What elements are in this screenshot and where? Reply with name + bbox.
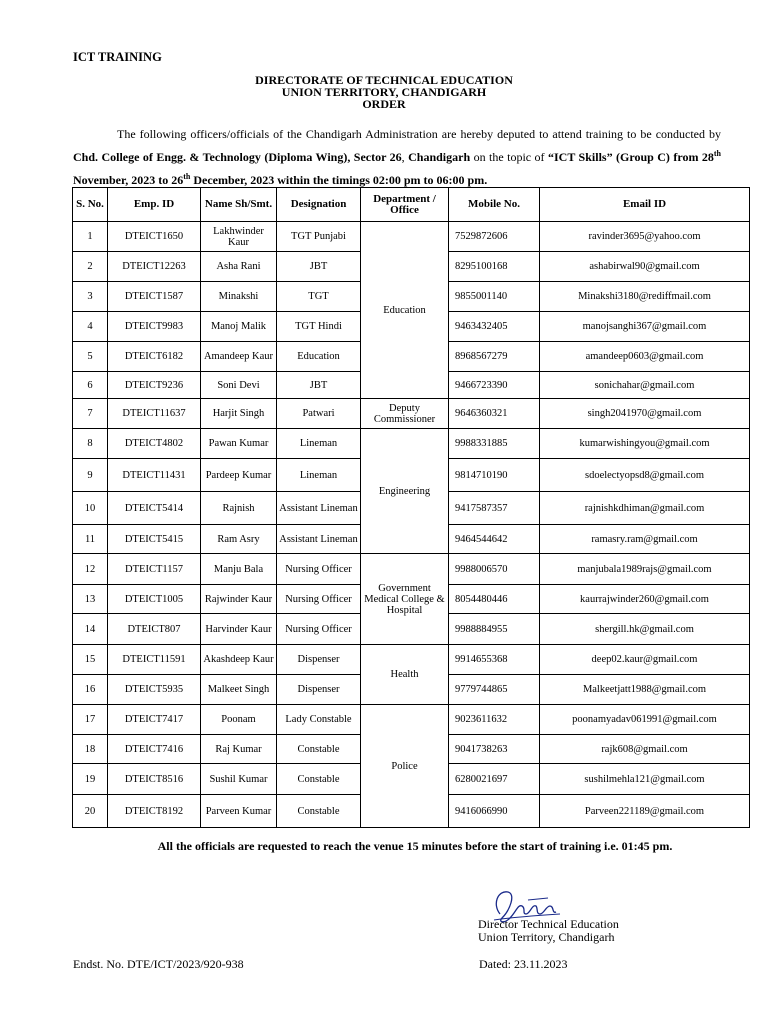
- cell-email: Minakshi3180@rediffmail.com: [540, 282, 750, 312]
- header-designation: Designation: [277, 188, 361, 222]
- cell-designation: Lineman: [277, 459, 361, 492]
- cell-department: Police: [361, 705, 449, 828]
- cell-emp-id: DTEICT11591: [108, 645, 201, 675]
- header-emp-id: Emp. ID: [108, 188, 201, 222]
- cell-mobile: 8968567279: [449, 342, 540, 372]
- cell-email: amandeep0603@gmail.com: [540, 342, 750, 372]
- cell-emp-id: DTEICT6182: [108, 342, 201, 372]
- cell-sno: 9: [73, 459, 108, 492]
- cell-emp-id: DTEICT11431: [108, 459, 201, 492]
- cell-designation: Nursing Officer: [277, 585, 361, 614]
- signatory-office: Union Territory, Chandigarh: [478, 930, 615, 944]
- cell-emp-id: DTEICT5414: [108, 492, 201, 525]
- cell-email: sdoelectyopsd8@gmail.com: [540, 459, 750, 492]
- order-title: ORDER: [362, 97, 406, 111]
- cell-mobile: 9988006570: [449, 554, 540, 585]
- cell-emp-id: DTEICT12263: [108, 252, 201, 282]
- table-header-row: [73, 188, 750, 222]
- cell-email: rajnishkdhiman@gmail.com: [540, 492, 750, 525]
- cell-emp-id: DTEICT8192: [108, 795, 201, 828]
- cell-name: Parveen Kumar: [201, 795, 277, 828]
- cell-name: Manju Bala: [201, 554, 277, 585]
- table-row: [73, 399, 750, 429]
- cell-sno: 2: [73, 252, 108, 282]
- cell-mobile: 9463432405: [449, 312, 540, 342]
- cell-email: sushilmehla121@gmail.com: [540, 764, 750, 795]
- cell-designation: Constable: [277, 735, 361, 764]
- cell-designation: Lineman: [277, 429, 361, 459]
- cell-emp-id: DTEICT1157: [108, 554, 201, 585]
- cell-sno: 13: [73, 585, 108, 614]
- cell-email: shergill.hk@gmail.com: [540, 614, 750, 645]
- intro-topic-text: “ICT Skills” (Group C) from 28: [548, 150, 714, 164]
- intro-sup-1: th: [713, 149, 722, 158]
- endorsement-number: Endst. No. DTE/ICT/2023/920-938: [73, 957, 244, 971]
- cell-email: Malkeetjatt1988@gmail.com: [540, 675, 750, 705]
- cell-designation: Constable: [277, 764, 361, 795]
- cell-email: deep02.kaur@gmail.com: [540, 645, 750, 675]
- officers-table: [72, 187, 750, 828]
- directorate-title: DIRECTORATE OF TECHNICAL EDUCATION: [255, 73, 513, 87]
- cell-designation: Nursing Officer: [277, 614, 361, 645]
- cell-emp-id: DTEICT807: [108, 614, 201, 645]
- cell-sno: 7: [73, 399, 108, 429]
- cell-sno: 17: [73, 705, 108, 735]
- cell-name: Raj Kumar: [201, 735, 277, 764]
- cell-designation: Constable: [277, 795, 361, 828]
- table-row: [73, 645, 750, 675]
- cell-designation: TGT: [277, 282, 361, 312]
- cell-emp-id: DTEICT11637: [108, 399, 201, 429]
- cell-email: ashabirwal90@gmail.com: [540, 252, 750, 282]
- cell-designation: TGT Punjabi: [277, 222, 361, 252]
- cell-department: Education: [361, 222, 449, 399]
- cell-emp-id: DTEICT8516: [108, 764, 201, 795]
- cell-name: Akashdeep Kaur: [201, 645, 277, 675]
- cell-sno: 8: [73, 429, 108, 459]
- table-row: [73, 705, 750, 735]
- cell-sno: 16: [73, 675, 108, 705]
- cell-mobile: 7529872606: [449, 222, 540, 252]
- cell-mobile: 9464544642: [449, 525, 540, 554]
- cell-mobile: 9988884955: [449, 614, 540, 645]
- cell-name: Harvinder Kaur: [201, 614, 277, 645]
- cell-designation: Dispenser: [277, 645, 361, 675]
- intro-college: Chd. College of Engg. & Technology (Diploma Wing), Sector 26: [73, 150, 402, 164]
- cell-mobile: 9023611632: [449, 705, 540, 735]
- cell-department: Engineering: [361, 429, 449, 554]
- cell-name: Poonam: [201, 705, 277, 735]
- cell-emp-id: DTEICT7416: [108, 735, 201, 764]
- cell-emp-id: DTEICT5415: [108, 525, 201, 554]
- header-name: Name Sh/Smt.: [201, 188, 277, 222]
- cell-emp-id: DTEICT9983: [108, 312, 201, 342]
- cell-sno: 4: [73, 312, 108, 342]
- cell-name: Pawan Kumar: [201, 429, 277, 459]
- cell-mobile: 9855001140: [449, 282, 540, 312]
- cell-sno: 3: [73, 282, 108, 312]
- table-row: [73, 222, 750, 252]
- table-row: [73, 429, 750, 459]
- cell-sno: 18: [73, 735, 108, 764]
- cell-designation: JBT: [277, 372, 361, 399]
- cell-department: Health: [361, 645, 449, 705]
- intro-sup-2: th: [183, 172, 191, 181]
- cell-mobile: 9779744865: [449, 675, 540, 705]
- territory-title: UNION TERRITORY, CHANDIGARH: [281, 85, 487, 99]
- cell-emp-id: DTEICT9236: [108, 372, 201, 399]
- cell-email: rajk608@gmail.com: [540, 735, 750, 764]
- cell-sno: 10: [73, 492, 108, 525]
- cell-sno: 6: [73, 372, 108, 399]
- cell-name: Harjit Singh: [201, 399, 277, 429]
- cell-email: kumarwishingyou@gmail.com: [540, 429, 750, 459]
- cell-sno: 20: [73, 795, 108, 828]
- cell-sno: 19: [73, 764, 108, 795]
- cell-emp-id: DTEICT5935: [108, 675, 201, 705]
- intro-text-3: November, 2023 to 26: [73, 173, 184, 187]
- cell-designation: Assistant Lineman: [277, 492, 361, 525]
- officers-table-body: [73, 222, 750, 828]
- cell-email: sonichahar@gmail.com: [540, 372, 750, 399]
- cell-name: Asha Rani: [201, 252, 277, 282]
- cell-designation: Dispenser: [277, 675, 361, 705]
- cell-email: ramasry.ram@gmail.com: [540, 525, 750, 554]
- cell-name: Sushil Kumar: [201, 764, 277, 795]
- intro-city: Chandigarh: [408, 150, 471, 164]
- cell-name: Lakhwinder Kaur: [201, 222, 277, 252]
- header-email: Email ID: [540, 188, 750, 222]
- cell-sno: 15: [73, 645, 108, 675]
- cell-name: Manoj Malik: [201, 312, 277, 342]
- cell-name: Minakshi: [201, 282, 277, 312]
- header-department: Department / Office: [361, 188, 449, 222]
- cell-sno: 14: [73, 614, 108, 645]
- cell-department: Deputy Commissioner: [361, 399, 449, 429]
- cell-designation: Assistant Lineman: [277, 525, 361, 554]
- cell-name: Rajnish: [201, 492, 277, 525]
- cell-mobile: 9041738263: [449, 735, 540, 764]
- cell-name: Soni Devi: [201, 372, 277, 399]
- cell-mobile: 9814710190: [449, 459, 540, 492]
- cell-designation: Education: [277, 342, 361, 372]
- intro-comma: ,: [401, 150, 409, 164]
- cell-email: singh2041970@gmail.com: [540, 399, 750, 429]
- cell-mobile: 9466723390: [449, 372, 540, 399]
- cell-name: Amandeep Kaur: [201, 342, 277, 372]
- cell-email: kaurrajwinder260@gmail.com: [540, 585, 750, 614]
- cell-emp-id: DTEICT4802: [108, 429, 201, 459]
- cell-designation: Nursing Officer: [277, 554, 361, 585]
- cell-designation: TGT Hindi: [277, 312, 361, 342]
- cell-mobile: 9646360321: [449, 399, 540, 429]
- date-text: Dated: 23.11.2023: [479, 957, 568, 971]
- cell-name: Rajwinder Kaur: [201, 585, 277, 614]
- cell-email: manjubala1989rajs@gmail.com: [540, 554, 750, 585]
- cell-designation: Patwari: [277, 399, 361, 429]
- header-mobile: Mobile No.: [449, 188, 540, 222]
- cell-name: Malkeet Singh: [201, 675, 277, 705]
- cell-mobile: 8295100168: [449, 252, 540, 282]
- cell-sno: 11: [73, 525, 108, 554]
- cell-mobile: 9914655368: [449, 645, 540, 675]
- cell-mobile: 9416066990: [449, 795, 540, 828]
- intro-text-4: December, 2023 within the timings 02:00 pm to 06:00 pm.: [190, 173, 488, 187]
- cell-emp-id: DTEICT1650: [108, 222, 201, 252]
- cell-email: poonamyadav061991@gmail.com: [540, 705, 750, 735]
- table-row: [73, 554, 750, 585]
- cell-email: Parveen221189@gmail.com: [540, 795, 750, 828]
- cell-mobile: 6280021697: [449, 764, 540, 795]
- cell-designation: JBT: [277, 252, 361, 282]
- signatory-title: Director Technical Education: [478, 917, 619, 931]
- cell-sno: 5: [73, 342, 108, 372]
- cell-mobile: 8054480446: [449, 585, 540, 614]
- cell-sno: 12: [73, 554, 108, 585]
- cell-name: Ram Asry: [201, 525, 277, 554]
- cell-mobile: 9417587357: [449, 492, 540, 525]
- cell-email: manojsanghi367@gmail.com: [540, 312, 750, 342]
- intro-text-1: The following officers/officials of the Chandigarh Administration are hereby deputed to attend training to be conducted by: [117, 127, 721, 141]
- signatory-block: [478, 918, 619, 944]
- cell-department: Government Medical College & Hospital: [361, 554, 449, 645]
- cell-emp-id: DTEICT1005: [108, 585, 201, 614]
- intro-paragraph: [73, 124, 721, 190]
- cell-email: ravinder3695@yahoo.com: [540, 222, 750, 252]
- intro-text-2: on the topic of: [470, 150, 548, 164]
- cell-mobile: 9988331885: [449, 429, 540, 459]
- cell-designation: Lady Constable: [277, 705, 361, 735]
- reach-note: All the officials are requested to reach the venue 15 minutes before the start of training i.e. 01:45 pm.: [157, 839, 673, 853]
- header-sno: S. No.: [73, 188, 108, 222]
- cell-emp-id: DTEICT1587: [108, 282, 201, 312]
- cell-emp-id: DTEICT7417: [108, 705, 201, 735]
- cell-name: Pardeep Kumar: [201, 459, 277, 492]
- document-heading: ICT TRAINING: [73, 50, 162, 64]
- cell-sno: 1: [73, 222, 108, 252]
